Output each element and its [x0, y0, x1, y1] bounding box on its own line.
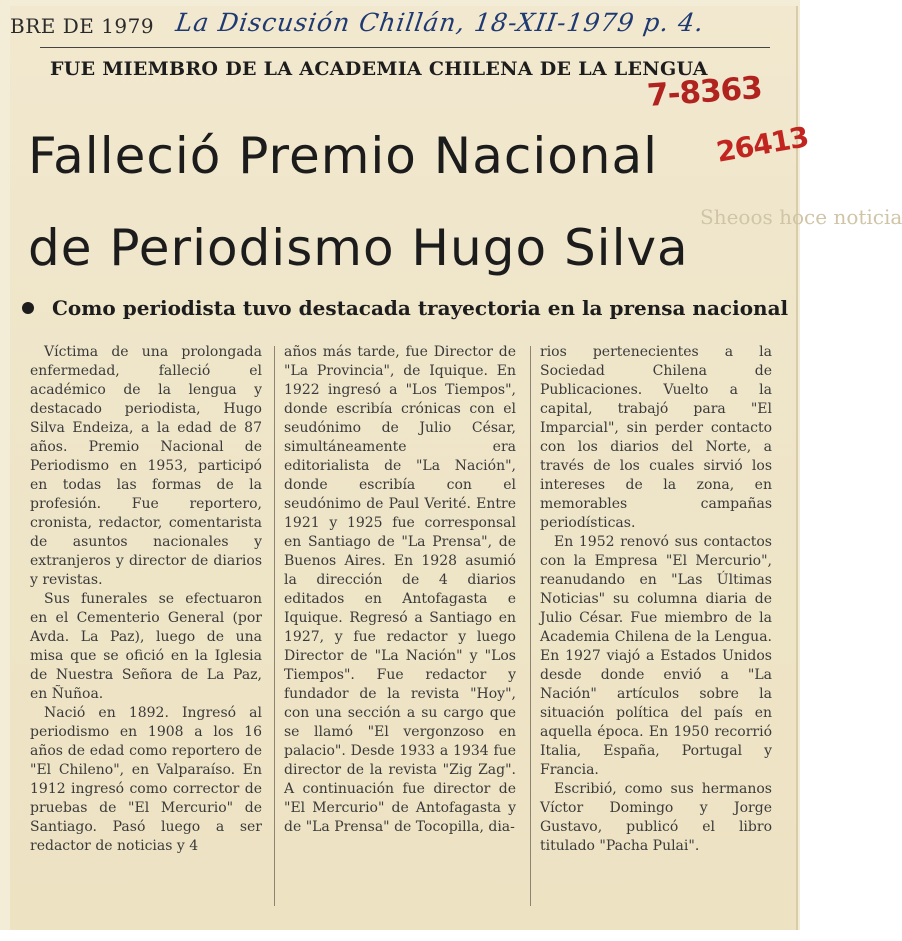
kicker-line: FUE MIEMBRO DE LA ACADEMIA CHILENA DE LA LENGUA	[50, 58, 708, 80]
printed-date: BRE DE 1979	[10, 14, 155, 38]
headline-line-1: Falleció Premio Nacional	[28, 127, 659, 185]
bullet-icon	[22, 302, 34, 314]
article-column-2	[284, 343, 516, 923]
paragraph: años más tarde, fue Director de "La Provincia", de Iquique. En 1922 ingresó a "Los Tiempos", donde escribía crónicas con el seudónimo de Julio César, simultáneamente era editorialista de "La Nación", donde escribía con el seudónimo de Paul Verité. Entre 1921 y 1925 fue corresponsal en Santiago de "La Prensa", de Buenos Aires. En 1928 asumió la dirección de 4 diarios editados en Antofagasta e Iquique. Regresó a Santiago en 1927, y fue redactor y luego Director de "La Nación" y "Los Tiempos". Fue redactor y fundador de la revista "Hoy", con una sección a su cargo que se llamó "El vergonzoso en palacio". Desde 1933 a 1934 fue director de la revista "Zig Zag". A continuación fue director de "El Mercurio" de Antofagasta y de "La Prensa" de Tocopilla, dia-	[284, 344, 516, 835]
handwritten-source-annotation: La Discusión Chillán, 18-XII-1979 p. 4.	[173, 8, 707, 37]
article-column-1	[30, 343, 262, 923]
column-divider	[530, 346, 531, 906]
handwritten-catalog-number: 7-8363	[645, 70, 763, 114]
paragraph: Escribió, como sus hermanos Víctor Domingo y Jorge Gustavo, publicó el libro titulado "Pacha Pulai".	[540, 781, 772, 854]
headline-line-2: de Periodismo Hugo Silva	[28, 219, 689, 277]
paragraph: En 1952 renovó sus contactos con la Empresa "El Mercurio", reanudando en "Las Últimas Noticias" su columna diaria de Julio César. Fue miembro de la Academia Chilena de la Lengua. En 1927 viajó a Estados Unidos desde donde envió a "La Nación" artículos sobre la situación política del país en aquella época. En 1950 recorrió Italia, España, Portugal y Francia.	[540, 534, 772, 778]
header-rule	[40, 47, 770, 48]
paragraph: Víctima de una prolongada enfermedad, falleció el académico de la lengua y destacado periodista, Hugo Silva Endeiza, a la edad de 87 años. Premio Nacional de Periodismo en 1953, participó en todas las formas de la profesión. Fue reportero, cronista, redactor, comentarista de asuntos nacionales y extranjeros y director de diarios y revistas.	[30, 344, 262, 588]
faded-background-text: Sheoos hoce noticia	[700, 205, 902, 229]
paragraph: Sus funerales se efectuaron en el Cementerio General (por Avda. La Paz), luego de una misa que se ofició en la Iglesia de Nuestra Señora de La Paz, en Ñuñoa.	[30, 591, 262, 702]
clipping-header	[0, 8, 800, 48]
paragraph: rios pertenecientes a la Sociedad Chilena de Publicaciones. Vuelto a la capital, trabajó para "El Imparcial", sin perder contacto con los diarios del Norte, a través de los cuales sirvió los intereses de la zona, en memorables campañas periodísticas.	[540, 344, 772, 531]
article-column-3	[540, 343, 772, 923]
column-divider	[274, 346, 275, 906]
subheadline-text: Como periodista tuvo destacada trayectoria en la prensa nacional	[52, 296, 789, 320]
page-bottom-margin	[0, 930, 800, 941]
handwritten-red-number: 26413	[713, 120, 811, 169]
subheadline	[22, 296, 788, 320]
paragraph: Nació en 1892. Ingresó al periodismo en 1908 a los 16 años de edad como reportero de "El Chileno", en Valparaíso. En 1912 ingresó como corrector de pruebas de "El Mercurio" de Santiago. Pasó luego a ser redactor de noticias y 4	[30, 705, 262, 854]
